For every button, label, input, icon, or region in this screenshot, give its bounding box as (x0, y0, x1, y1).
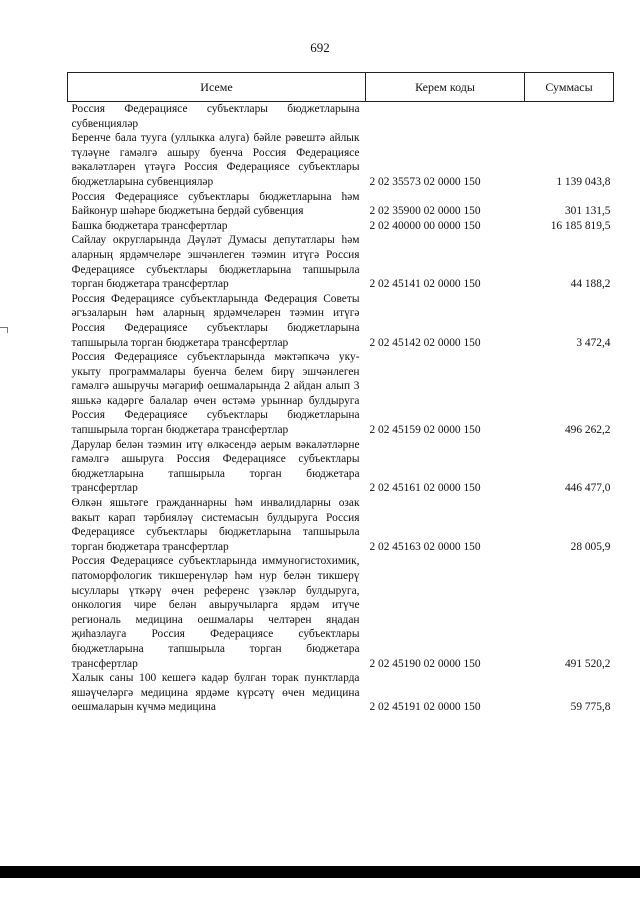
table-row (68, 102, 614, 132)
table-row (68, 496, 614, 554)
row-name: Халык саны 100 кешегә кадәр булган торак пунктларда яшәүчеләргә медицина ярдәме күрсәтү өчен медицина оешмаларын күчмә медицина (71, 672, 360, 714)
row-sum (525, 102, 614, 132)
row-sum: 446 477,0 (564, 482, 611, 495)
row-name: Башка бюджетара трансфертлар (71, 219, 228, 232)
row-sum: 491 520,2 (564, 657, 611, 670)
header-sum: Суммасы (525, 73, 614, 102)
row-code: 2 02 45159 02 0000 150 (369, 424, 481, 437)
row-code (366, 102, 525, 132)
row-code: 2 02 40000 00 0000 150 (369, 219, 481, 232)
table-row (68, 438, 614, 496)
table-row (68, 219, 614, 234)
row-sum: 301 131,5 (564, 205, 611, 218)
row-name: Өлкән яшьтәге гражданнарны һәм инвалидларны озак вакыт карап тәрбияләү системасын булдыруга Россия Федерациясе субъектлары бюджетларына тапшырыла торган бюджетара трансфертлар (71, 497, 360, 553)
row-name: Беренче бала туугa (уллыкка алуга) бәйле рәвештә айлык түләүне гамәлгә ашыру буенча Россия Федерациясе вәкаләтләрен үтәүгә Россия Федерациясе субъектлары бюджетларына субвенцияләр (71, 132, 360, 188)
row-code: 2 02 45190 02 0000 150 (369, 657, 481, 670)
row-code: 2 02 35900 02 0000 150 (369, 205, 481, 218)
row-name: Россия Федерациясе субъектларында Федерация Советы әгъзаларын һәм аларның ярдәмчеләрен тәэмин итүгә Россия Федерациясе субъектлары бюджетларына тапшырыла торган бюджетара трансфертлар (71, 292, 360, 349)
row-name: Россия Федерациясе субъектларында иммуногистохимик, патоморфологик тикшеренүләр һәм нур белән тикшерү ысуллары үткәрү өчен референс үзәкләр булдыруга, онкология чире белән авыручыларга ярдәм итүче региональ медицина оешмалары челтәрен яңадан җиһазлауга Россия Федерациясе субъектлары бюджетларына тапшырыла торган бюджетара трансфертлар (71, 555, 360, 670)
page-number: 692 (310, 40, 330, 55)
row-sum: 3 472,4 (576, 336, 611, 349)
row-name: Дарулар белән тәэмин итү өлкәсендә аерым вәкаләтләрне гамәлгә ашыруга Россия Федерациясе субъектлары бюджетларына тапшырыла торган бюджетара трансфертлар (71, 438, 360, 495)
table-row (68, 350, 614, 438)
table-row (68, 671, 614, 715)
table-row (68, 233, 614, 291)
row-sum: 496 262,2 (564, 424, 611, 437)
table-header-row (68, 73, 614, 102)
row-name: Россия Федерациясе субъектлары бюджетларына һәм Байконур шәһәре бюджетына бердәй субвенция (71, 190, 360, 218)
row-code: 2 02 35573 02 0000 150 (369, 175, 481, 188)
scan-edge-bar (0, 866, 640, 878)
row-name: Россия Федерациясе субъектларында мәктәпкәчә уку-укыту программалары буенча белем бирү эшчәнлеген гамәлгә ашыручы мәгариф оешмаларында 2 айдан алып 3 яшькә кадәрге балалар өчен өстәмә урыннар булдыруга Россия Федерациясе субъектлары бюджетларына тапшырыла торган бюджетара трансфертлар (71, 351, 360, 437)
row-code: 2 02 45142 02 0000 150 (369, 336, 481, 349)
row-code: 2 02 45161 02 0000 150 (369, 482, 481, 495)
table-row (68, 131, 614, 189)
row-name: Сайлау округларында Дәүләт Думасы депутатлары һәм аларның ярдәмчеләре эшчәнлеген тәэмин итүгә Россия Федерациясе субъектлары бюджетларына тапшырыла торган бюджетара трансфертлар (71, 234, 360, 291)
row-code: 2 02 45163 02 0000 150 (369, 540, 481, 553)
header-code: Керем коды (366, 73, 525, 102)
row-sum: 44 188,2 (570, 278, 611, 291)
header-name: Исеме (68, 73, 366, 102)
row-sum: 16 185 819,5 (550, 219, 611, 232)
table-row (68, 292, 614, 350)
row-sum: 59 775,8 (570, 701, 611, 714)
budget-table (67, 72, 614, 715)
row-code: 2 02 45141 02 0000 150 (369, 278, 481, 291)
row-code: 2 02 45191 02 0000 150 (369, 701, 481, 714)
margin-mark (7, 327, 8, 333)
table-row (68, 554, 614, 671)
table-row (68, 190, 614, 219)
row-sum: 1 139 043,8 (556, 175, 611, 188)
row-sum: 28 005,9 (570, 540, 611, 553)
row-name: Россия Федерациясе субъектлары бюджетларына субвенцияләр (71, 103, 360, 130)
